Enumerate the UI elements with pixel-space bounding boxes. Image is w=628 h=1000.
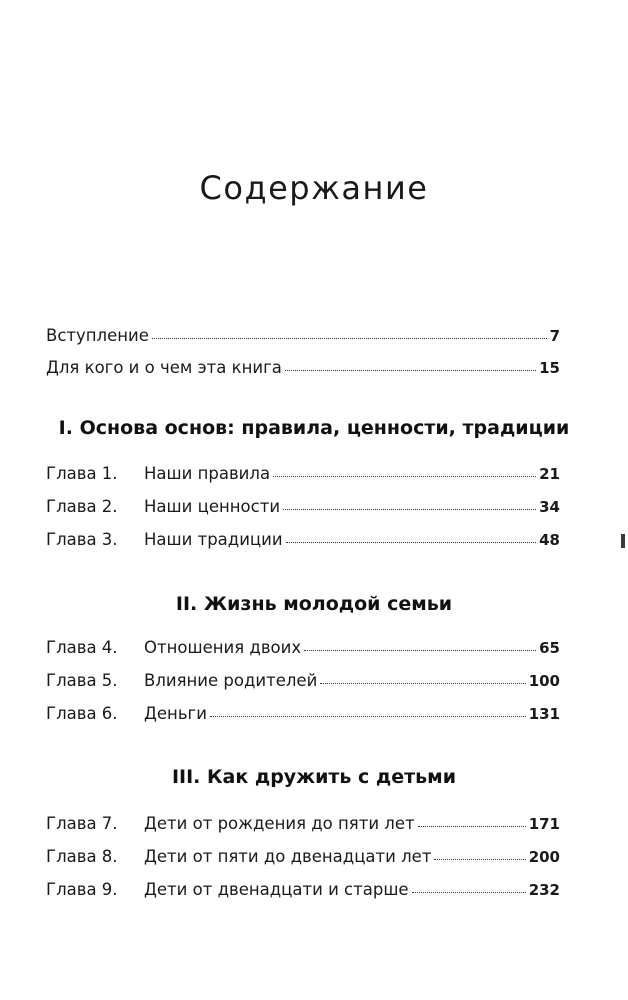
entry-title: Дети от рождения до пяти лет [144, 814, 415, 833]
toc-entry-chapter-3[interactable] [46, 526, 560, 554]
entry-page-number: 48 [539, 531, 560, 549]
dot-leader [273, 475, 536, 477]
dot-leader [152, 337, 547, 339]
toc-entry-chapter-8[interactable] [46, 843, 560, 871]
dot-leader [286, 541, 537, 543]
entry-title: Для кого и о чем эта книга [46, 358, 282, 377]
chapter-label: Глава 8. [46, 847, 118, 866]
entry-title: Отношения двоих [144, 638, 302, 657]
part-heading-2[interactable]: II. Жизнь молодой семьи [175, 593, 453, 615]
chapter-label: Глава 7. [46, 814, 118, 833]
toc-entry-chapter-1[interactable] [46, 460, 560, 488]
entry-page-number: 65 [539, 639, 560, 657]
page-title: Содержание [199, 169, 429, 208]
dot-leader [283, 508, 536, 510]
chapter-label: Глава 2. [46, 497, 118, 516]
part-heading-3[interactable]: III. Как дружить с детьми [171, 766, 457, 788]
entry-title: Наши традиции [144, 530, 283, 549]
entry-title: Наши правила [144, 464, 271, 483]
dot-leader [210, 715, 526, 717]
entry-page-number: 15 [539, 359, 560, 377]
dot-leader [285, 369, 536, 371]
entry-page-number: 7 [549, 327, 560, 345]
entry-title: Дети от двенадцати и старше [144, 880, 409, 899]
page-edge-mark [621, 534, 625, 548]
chapter-label: Глава 9. [46, 880, 118, 899]
entry-page-number: 200 [528, 848, 560, 866]
chapter-label: Глава 5. [46, 671, 118, 690]
dot-leader [412, 891, 526, 893]
toc-entry-audience[interactable] [46, 354, 560, 382]
entry-page-number: 131 [528, 705, 560, 723]
entry-page-number: 100 [528, 672, 560, 690]
entry-title: Деньги [144, 704, 207, 723]
dot-leader [304, 649, 536, 651]
entry-page-number: 34 [539, 498, 560, 516]
toc-entry-chapter-5[interactable] [46, 667, 560, 695]
dot-leader [434, 858, 525, 860]
entry-title: Дети от пяти до двенадцати лет [144, 847, 432, 866]
chapter-label: Глава 6. [46, 704, 118, 723]
chapter-label: Глава 3. [46, 530, 118, 549]
toc-entry-chapter-7[interactable] [46, 810, 560, 838]
toc-entry-chapter-6[interactable] [46, 700, 560, 728]
dot-leader [320, 682, 525, 684]
entry-title: Влияние родителей [144, 671, 318, 690]
toc-entry-chapter-2[interactable] [46, 493, 560, 521]
chapter-label: Глава 4. [46, 638, 118, 657]
toc-entry-chapter-9[interactable] [46, 876, 560, 904]
entry-title: Вступление [46, 326, 149, 345]
entry-page-number: 21 [539, 465, 560, 483]
chapter-label: Глава 1. [46, 464, 118, 483]
entry-title: Наши ценности [144, 497, 281, 516]
toc-entry-chapter-4[interactable] [46, 634, 560, 662]
toc-entry-intro[interactable] [46, 322, 560, 350]
dot-leader [418, 825, 526, 827]
entry-page-number: 232 [528, 881, 560, 899]
entry-page-number: 171 [528, 815, 560, 833]
part-heading-1[interactable]: I. Основа основ: правила, ценности, традиции [58, 417, 570, 439]
